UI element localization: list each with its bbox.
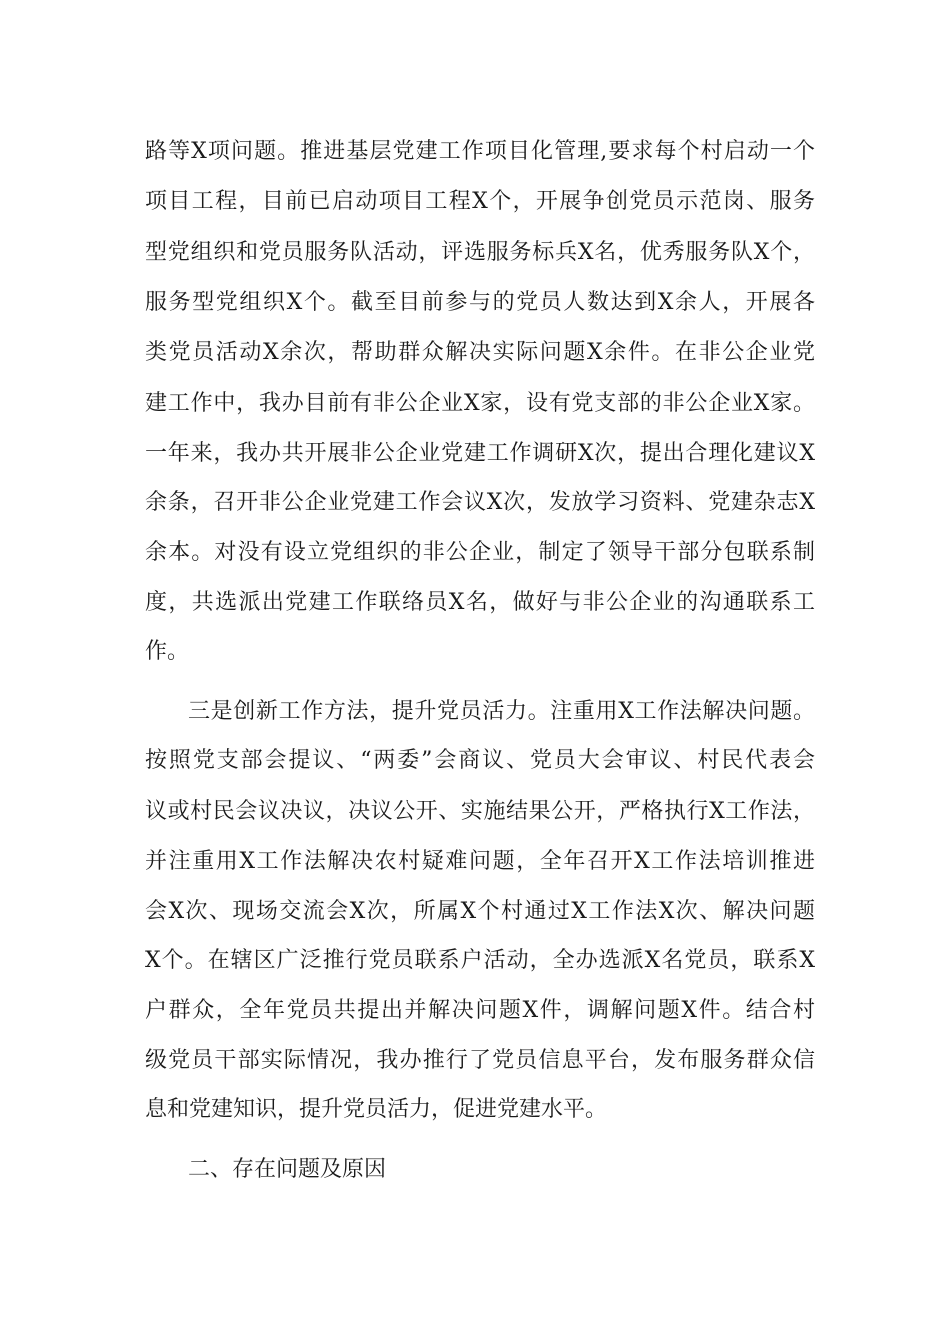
paragraph-line: 级党员干部实际情况，我办推行了党员信息平台，发布服务群众信 xyxy=(145,1048,815,1073)
paragraph-line: 按照党支部会提议、“两委”会商议、党员大会审议、村民代表会 xyxy=(145,748,815,773)
paragraph-line: 服务型党组织X个。截至目前参与的党员人数达到X余人，开展各 xyxy=(145,290,815,315)
paragraph-line: 三是创新工作方法，提升党员活力。注重用X工作法解决问题。 xyxy=(188,699,815,724)
section-heading: 二、存在问题及原因 xyxy=(188,1157,387,1182)
paragraph-line: 余条，召开非公企业党建工作会议X次，发放学习资料、党建杂志X xyxy=(145,490,815,515)
paragraph-line: 作。 xyxy=(145,639,190,664)
paragraph-line: 户群众，全年党员共提出并解决问题X件，调解问题X件。结合村 xyxy=(145,998,815,1023)
paragraph-line: 类党员活动X余次，帮助群众解决实际问题X余件。在非公企业党 xyxy=(145,340,815,365)
paragraph-line: 型党组织和党员服务队活动，评选服务标兵X名，优秀服务队X个， xyxy=(145,240,815,265)
paragraph-line: 建工作中，我办目前有非公企业X家，设有党支部的非公企业X家。 xyxy=(145,391,815,416)
paragraph-line: 并注重用X工作法解决农村疑难问题，全年召开X工作法培训推进 xyxy=(145,849,815,874)
paragraph-line: 会X次、现场交流会X次，所属X个村通过X工作法X次、解决问题 xyxy=(145,899,815,924)
paragraph-line: X个。在辖区广泛推行党员联系户活动，全办选派X名党员，联系X xyxy=(145,948,815,973)
paragraph-line: 度，共选派出党建工作联络员X名，做好与非公企业的沟通联系工 xyxy=(145,590,815,615)
paragraph-line: 路等X项问题。推进基层党建工作项目化管理,要求每个村启动一个 xyxy=(145,139,815,164)
paragraph-line: 余本。对没有设立党组织的非公企业，制定了领导干部分包联系制 xyxy=(145,540,815,565)
paragraph-line: 项目工程，目前已启动项目工程X个，开展争创党员示范岗、服务 xyxy=(145,189,815,214)
paragraph-line: 一年来，我办共开展非公企业党建工作调研X次，提出合理化建议X xyxy=(145,441,815,466)
paragraph-line: 议或村民会议决议，决议公开、实施结果公开，严格执行X工作法， xyxy=(145,799,815,824)
paragraph-line: 息和党建知识，提升党员活力，促进党建水平。 xyxy=(145,1097,608,1122)
